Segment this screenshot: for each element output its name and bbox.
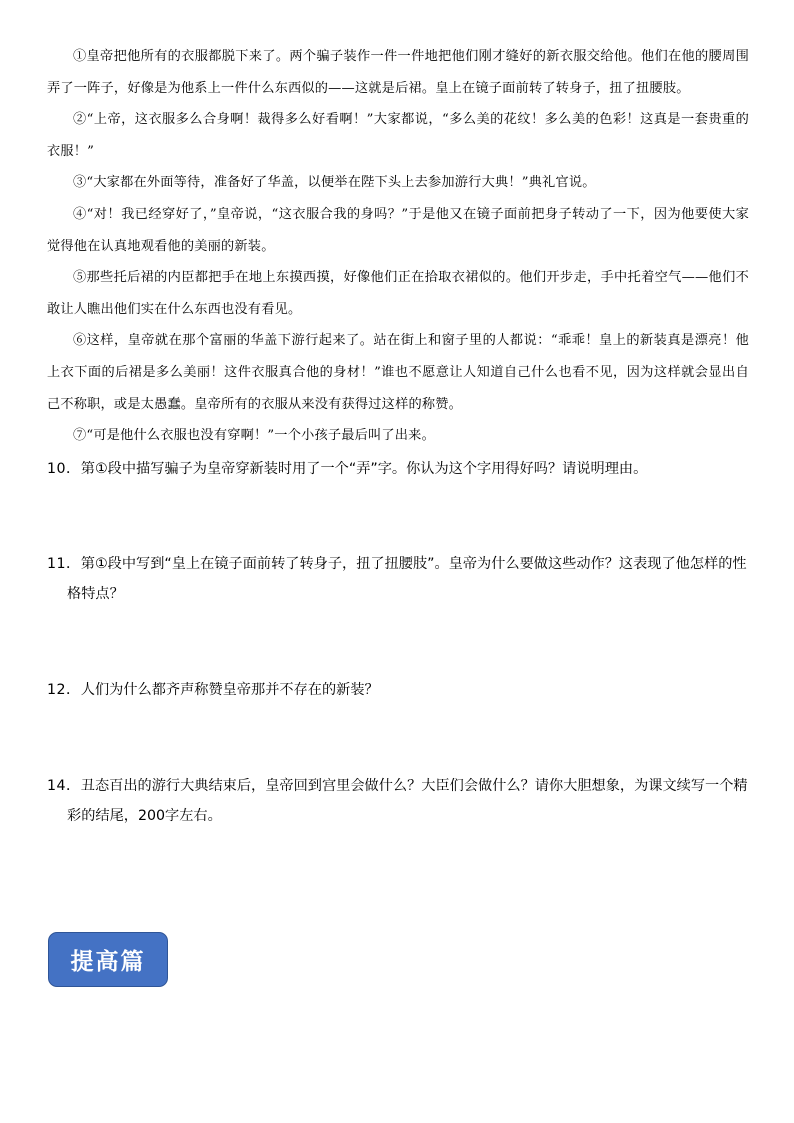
reading-passage bbox=[47, 41, 749, 452]
passage-paragraph-6: ⑥这样，皇帝就在那个富丽的华盖下游行起来了。站在街上和窗子里的人都说：“乖乖！皇上的新装真是漂亮！他上衣下面的后裙是多么美丽！这件衣服真合他的身材！”谁也不愿意让人知道自己什么也看不见，因为这样就会显出自己不称职，或是太愚蠢。皇帝所有的衣服从来没有获得过这样的称赞。 bbox=[47, 333, 749, 412]
section-badge bbox=[48, 932, 168, 987]
question-12 bbox=[47, 675, 749, 705]
question-text: 丑态百出的游行大典结束后，皇帝回到宫里会做什么？大臣们会做什么？请你大胆想象，为课文续写一个精彩的结尾，200字左右。 bbox=[67, 778, 748, 824]
passage-paragraph-2: ②“上帝，这衣服多么合身啊！裁得多么好看啊！”大家都说，“多么美的花纹！多么美的色彩！这真是一套贵重的衣服！” bbox=[47, 112, 749, 159]
question-14 bbox=[47, 771, 749, 831]
question-number: 11． bbox=[47, 556, 81, 572]
passage-paragraph-1: ①皇帝把他所有的衣服都脱下来了。两个骗子装作一件一件地把他们刚才缝好的新衣服交给他。他们在他的腰周围弄了一阵子，好像是为他系上一件什么东西似的——这就是后裙。皇上在镜子面前转了转身子，扭了扭腰肢。 bbox=[47, 49, 749, 96]
question-text: 人们为什么都齐声称赞皇帝那并不存在的新装？ bbox=[80, 682, 379, 698]
passage-paragraph-3: ③“大家都在外面等待，准备好了华盖，以便举在陛下头上去参加游行大典！”典礼官说。 bbox=[73, 175, 596, 191]
question-10 bbox=[47, 454, 749, 484]
passage-paragraph-4: ④“对！我已经穿好了，”皇帝说，“这衣服合我的身吗？”于是他又在镜子面前把身子转动了一下，因为他要使大家觉得他在认真地观看他的美丽的新装。 bbox=[47, 206, 749, 254]
question-number: 10． bbox=[47, 461, 81, 477]
section-badge-label: 提高篇 bbox=[70, 948, 146, 975]
question-number: 12． bbox=[47, 682, 81, 698]
passage-paragraph-5: ⑤那些托后裙的内臣都把手在地上东摸西摸，好像他们正在拾取衣裙似的。他们开步走，手中托着空气——他们不敢让人瞧出他们实在什么东西也没有看见。 bbox=[47, 270, 749, 317]
question-text: 第①段中写到“皇上在镜子面前转了转身子，扭了扭腰肢”。皇帝为什么要做这些动作？这表现了他怎样的性格特点？ bbox=[67, 556, 747, 602]
question-number: 14． bbox=[47, 778, 81, 794]
question-11 bbox=[47, 549, 749, 609]
question-text: 第①段中描写骗子为皇帝穿新装时用了一个“弄”字。你认为这个字用得好吗？请说明理由。 bbox=[80, 461, 648, 477]
passage-paragraph-7: ⑦“可是他什么衣服也没有穿啊！”一个小孩子最后叫了出来。 bbox=[73, 428, 435, 444]
